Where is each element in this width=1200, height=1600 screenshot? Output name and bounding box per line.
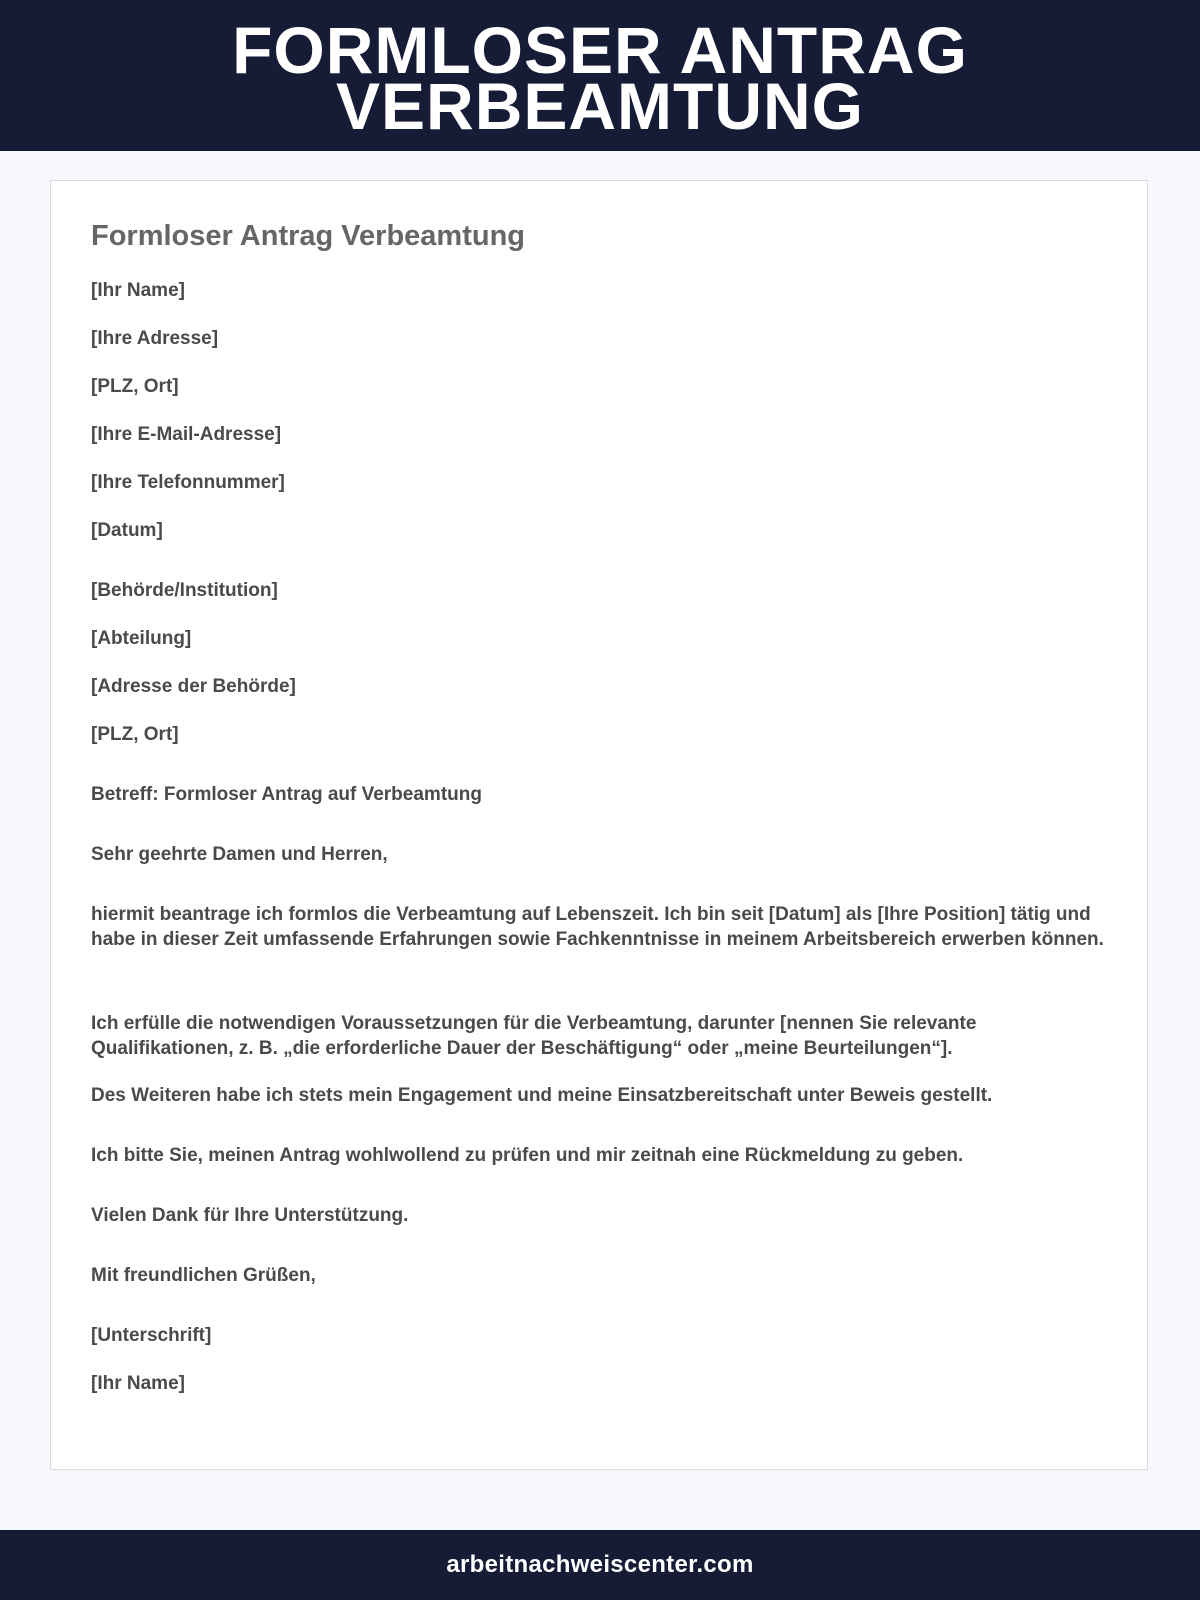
sender-email: [Ihre E-Mail-Adresse]: [91, 424, 282, 445]
document-title: Formloser Antrag Verbeamtung: [91, 220, 526, 252]
letter-salutation: Sehr geehrte Damen und Herren,: [91, 844, 388, 865]
letter-signature-name: [Ihr Name]: [91, 1373, 185, 1394]
sender-zip-city: [PLZ, Ort]: [91, 376, 179, 397]
header-title-line-1: FORMLOSER ANTRAG: [232, 13, 968, 87]
letter-signature: [Unterschrift]: [91, 1325, 212, 1346]
header-title: [232, 13, 968, 143]
letter-subject: Betreff: Formloser Antrag auf Verbeamtung: [91, 784, 482, 805]
footer-site-link[interactable]: arbeitnachweiscenter.com: [446, 1551, 754, 1578]
sender-phone: [Ihre Telefonnummer]: [91, 472, 285, 493]
sender-address: [Ihre Adresse]: [91, 328, 219, 349]
letter-paragraph-3: Des Weiteren habe ich stets mein Engagement und meine Einsatzbereitschaft unter Beweis gestellt.: [91, 1085, 993, 1106]
sender-name: [Ihr Name]: [91, 280, 185, 301]
letter-paragraph-4: Ich bitte Sie, meinen Antrag wohlwollend zu prüfen und mir zeitnah eine Rückmeldung zu geben.: [91, 1145, 964, 1166]
header-title-line-2: VERBEAMTUNG: [335, 69, 864, 143]
letter-thanks: Vielen Dank für Ihre Unterstützung.: [91, 1205, 409, 1226]
recipient-address: [Adresse der Behörde]: [91, 676, 296, 697]
page-footer: [0, 1530, 1200, 1600]
letter-paragraph-2: Ich erfülle die notwendigen Voraussetzungen für die Verbeamtung, darunter [nennen Sie relevante Qualifikationen, z. B. „die erforderliche Dauer der Beschäftigung“ oder „meine Beurteilungen“].: [91, 1013, 977, 1059]
recipient-authority: [Behörde/Institution]: [91, 580, 278, 601]
letter-paragraph-1: hiermit beantrage ich formlos die Verbeamtung auf Lebenszeit. Ich bin seit [Datum] als [Ihre Position] tätig und habe in dieser Zeit umfassende Erfahrungen sowie Fachkenntnisse in meinem Arbeitsbereich erwerben können.: [91, 904, 1104, 950]
letter-closing: Mit freundlichen Grüßen,: [91, 1265, 316, 1286]
recipient-department: [Abteilung]: [91, 628, 192, 649]
letter-card: [50, 180, 1148, 1470]
recipient-zip-city: [PLZ, Ort]: [91, 724, 179, 745]
page-header: [0, 0, 1200, 151]
letter-date: [Datum]: [91, 520, 163, 541]
